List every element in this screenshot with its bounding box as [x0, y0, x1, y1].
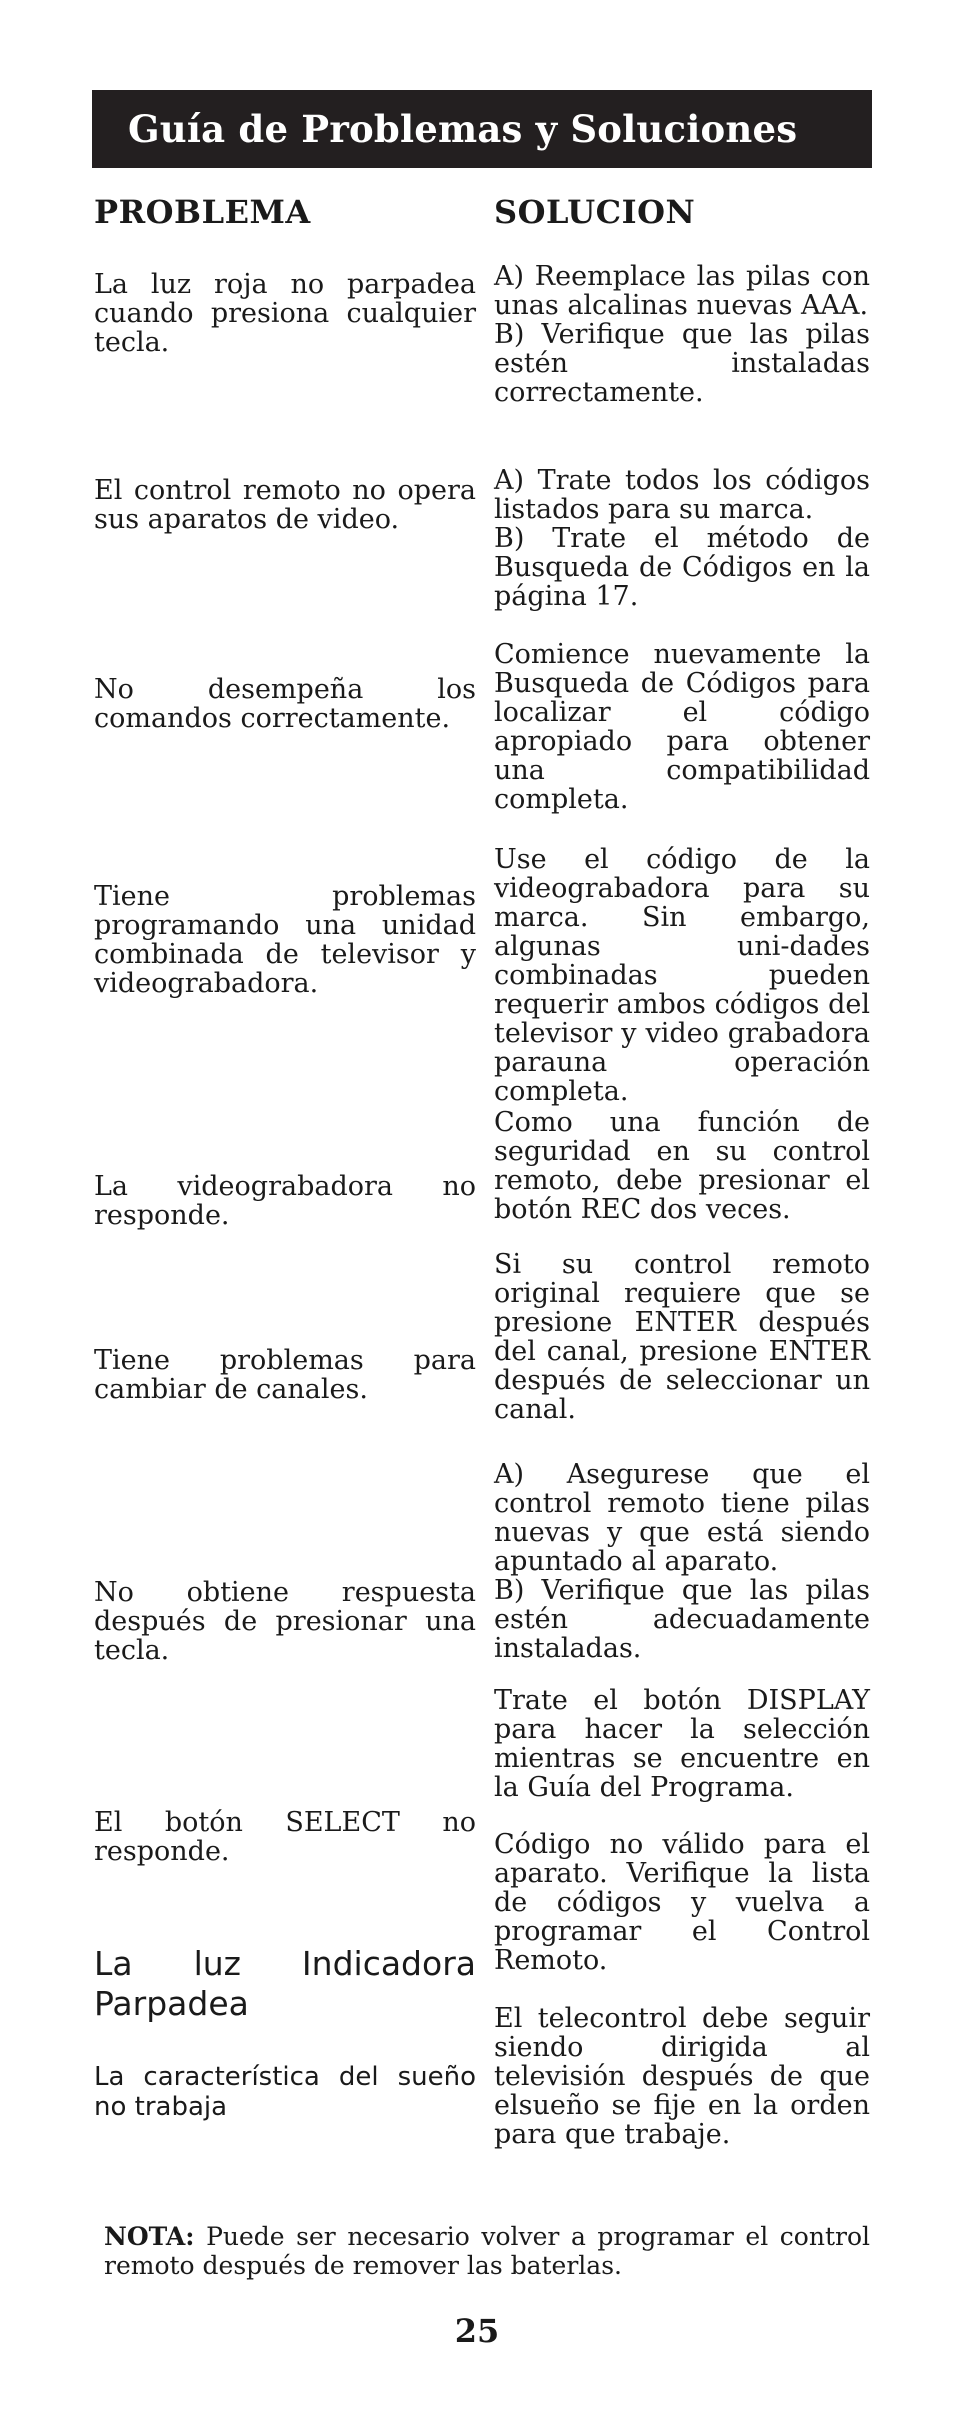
- title-banner: [92, 90, 872, 168]
- note: [104, 2222, 870, 2280]
- solution-text: Código no válido para el aparato. Verifique la lista de códigos y vuelva a programar el Control Remoto.: [494, 1829, 870, 1976]
- problem-text: La luz Indicadora Parpadea: [94, 1944, 476, 2023]
- problem-column-header: PROBLEMA: [94, 193, 311, 231]
- solution-text: Como una función de seguridad en su control remoto, debe presionar el botón REC dos veces.: [494, 1107, 870, 1225]
- problem-text: La característica del sueño no trabaja: [94, 2062, 476, 2122]
- problem-text: Tiene problemas programando una unidad combinada de televisor y videograbadora.: [94, 881, 476, 999]
- problem-text: El control remoto no opera sus aparatos de video.: [94, 475, 476, 535]
- solution-text: A) Asegurese que el control remoto tiene pilas nuevas y que está siendo apuntado al aparato. B) Verifique que las pilas estén adecuadamente instaladas.: [494, 1459, 870, 1664]
- solution-text: A) Trate todos los códigos listados para su marca. B) Trate el método de Busqueda de Códigos en la página 17.: [494, 465, 870, 612]
- problem-text: No obtiene respuesta después de presionar una tecla.: [94, 1577, 476, 1666]
- problem-text: No desempeña los comandos correctamente.: [94, 674, 476, 734]
- solution-column-header: SOLUCION: [494, 193, 696, 231]
- solution-text: El telecontrol debe seguir siendo dirigida al televisión después de que elsueño se fije en la orden para que trabaje.: [494, 2003, 870, 2150]
- page-number: 25: [454, 2312, 500, 2350]
- problem-text: Tiene problemas para cambiar de canales.: [94, 1345, 476, 1405]
- problem-text: La luz roja no parpadea cuando presiona cualquier tecla.: [94, 269, 476, 358]
- solution-text: Use el código de la videograbadora para su marca. Sin embargo, algunas uni-dades combinadas pueden requerir ambos códigos del televisor y video grabadora parauna operación completa.: [494, 844, 870, 1107]
- problem-text: El botón SELECT no responde.: [94, 1807, 476, 1867]
- note-text: Puede ser necesario volver a programar el control remoto después de remover las baterlas.: [104, 2222, 870, 2280]
- note-label: NOTA:: [104, 2222, 195, 2251]
- solution-text: A) Reemplace las pilas con unas alcalinas nuevas AAA. B) Verifique que las pilas estén instaladas correctamente.: [494, 261, 870, 408]
- solution-text: Trate el botón DISPLAY para hacer la selección mientras se encuentre en la Guía del Programa.: [494, 1685, 870, 1803]
- solution-text: Comience nuevamente la Busqueda de Códigos para localizar el código apropiado para obtener una compatibilidad completa.: [494, 639, 870, 815]
- problem-text: La videograbadora no responde.: [94, 1171, 476, 1231]
- page-title: Guía de Problemas y Soluciones: [128, 107, 798, 151]
- solution-text: Si su control remoto original requiere que se presione ENTER después del canal, presione ENTER después de seleccionar un canal.: [494, 1249, 870, 1425]
